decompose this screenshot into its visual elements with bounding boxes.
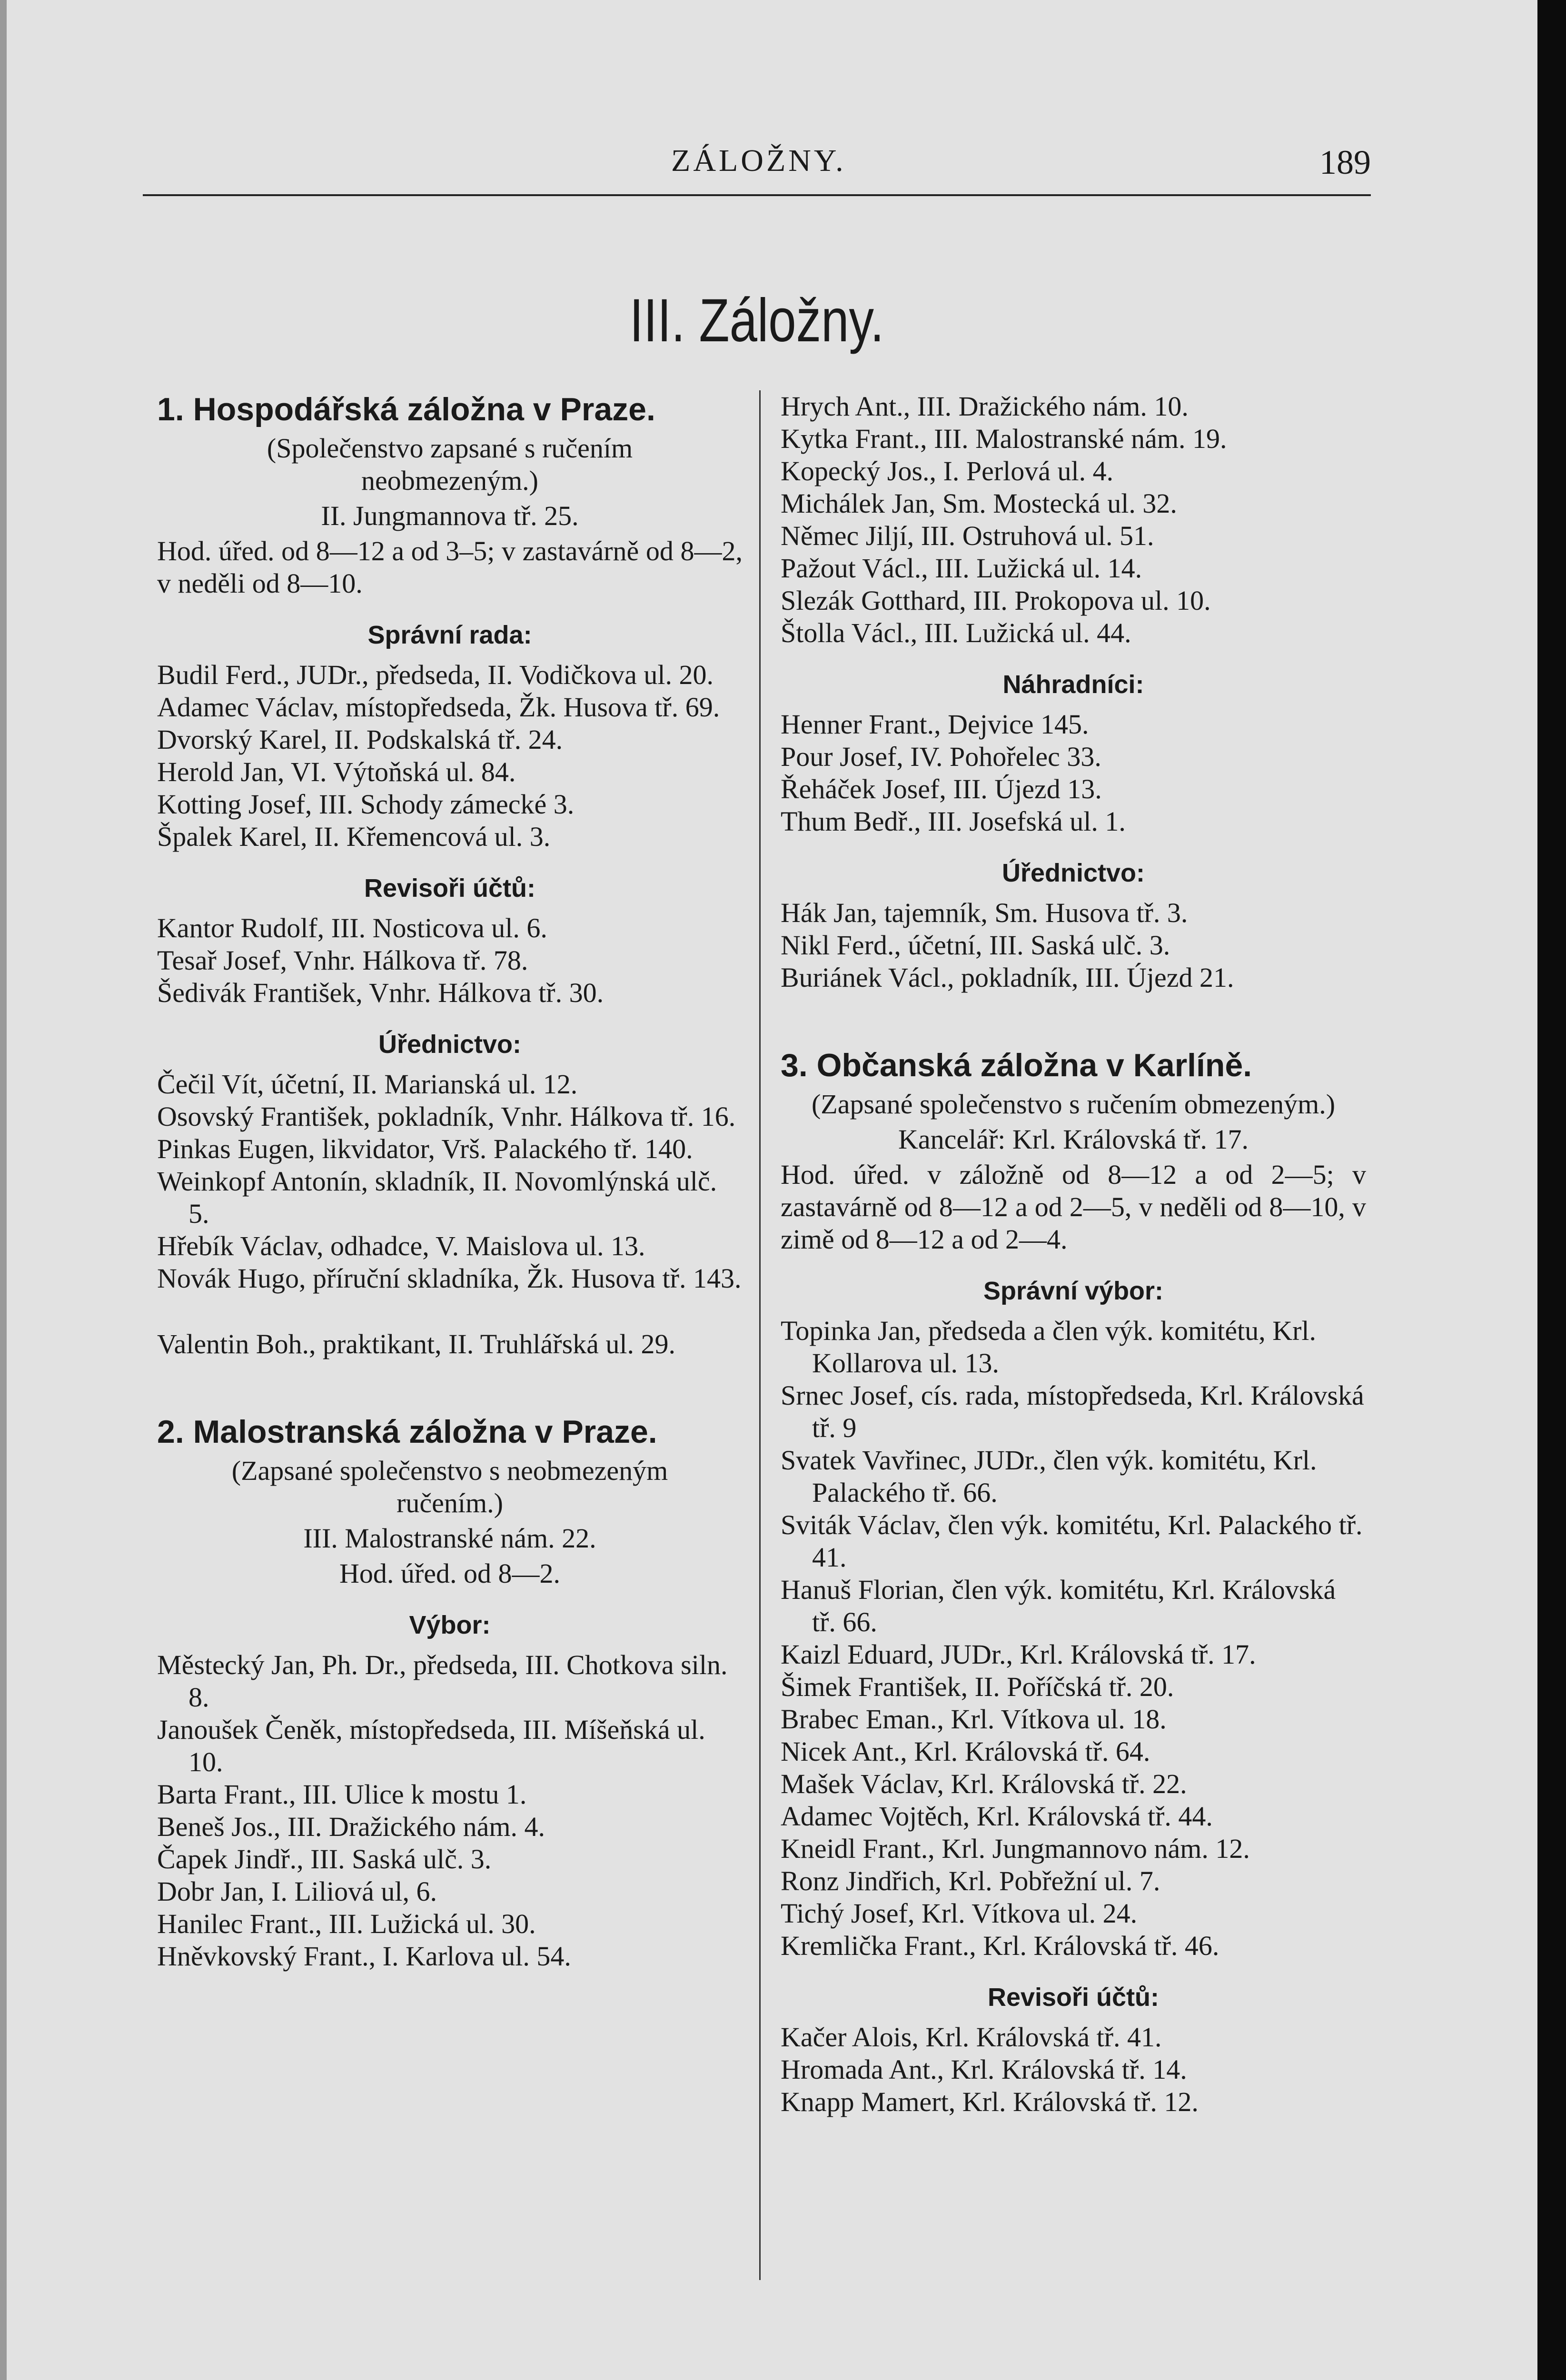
- list-item: Ronz Jindřich, Krl. Pobřežní ul. 7.: [781, 1865, 1160, 1896]
- list-item: Hanuš Florian, člen výk. komitétu, Krl. Královská tř. 66.: [781, 1574, 1336, 1637]
- right-column: [781, 390, 1366, 2118]
- right-scan-edge: [1537, 0, 1566, 2380]
- member-list: [781, 897, 1366, 994]
- list-item: Adamec Vojtěch, Krl. Královská tř. 44.: [781, 1801, 1213, 1832]
- list-item: Čapek Jindř., III. Saská ulč. 3.: [157, 1844, 492, 1874]
- list-item: Kneidl Frant., Krl. Jungmannovo nám. 12.: [781, 1833, 1250, 1864]
- group-heading: Úřednictvo:: [378, 1030, 522, 1059]
- member-list: [157, 659, 743, 853]
- institution-note: (Společenstvo zapsané s ručením neobmezeným.): [267, 433, 633, 496]
- institution-address: II. Jungmannova tř. 25.: [321, 500, 579, 531]
- list-item: Srnec Josef, cís. rada, místopředseda, Krl. Královská tř. 9: [781, 1380, 1364, 1443]
- list-item: Kremlička Frant., Krl. Královská tř. 46.: [781, 1930, 1219, 1961]
- group-heading: Správní výbor:: [983, 1277, 1164, 1305]
- list-item: Kačer Alois, Krl. Královská tř. 41.: [781, 2022, 1162, 2053]
- book-page: [143, 0, 1371, 2380]
- list-item: Kotting Josef, III. Schody zámecké 3.: [157, 789, 575, 820]
- list-item: Weinkopf Antonín, skladník, II. Novomlýnská ulč. 5.: [157, 1166, 717, 1229]
- member-list: [157, 1649, 743, 1973]
- left-scan-edge: [0, 0, 7, 2380]
- list-item: Dvorský Karel, II. Podskalská tř. 24.: [157, 724, 563, 755]
- list-item: Osovský František, pokladník, Vnhr. Hálkova tř. 16.: [157, 1101, 736, 1132]
- list-item: Novák Hugo, příruční skladníka, Žk. Husova tř. 143.: [157, 1263, 742, 1294]
- list-item: Slezák Gotthard, III. Prokopova ul. 10.: [781, 585, 1211, 616]
- list-item: Topinka Jan, předseda a člen výk. komitétu, Krl. Kollarova ul. 13.: [781, 1315, 1317, 1378]
- list-item: Čečil Vít, účetní, II. Marianská ul. 12.: [157, 1069, 578, 1100]
- institution-address: III. Malostranské nám. 22.: [303, 1523, 596, 1554]
- group-heading: Revisoři účtů:: [987, 1983, 1160, 2012]
- list-item: Nikl Ferd., účetní, III. Saská ulč. 3.: [781, 930, 1170, 961]
- institution-note: (Zapsané společenstvo s ručením obmezeným.): [811, 1089, 1336, 1120]
- list-item: Pažout Václ., III. Lužická ul. 14.: [781, 553, 1142, 584]
- institution-note: (Zapsané společenstvo s neobmezeným ručením.): [231, 1455, 668, 1518]
- list-item: Hák Jan, tajemník, Sm. Husova tř. 3.: [781, 897, 1188, 928]
- list-item: Barta Frant., III. Ulice k mostu 1.: [157, 1779, 527, 1810]
- list-item: Šedivák František, Vnhr. Hálkova tř. 30.: [157, 977, 604, 1008]
- member-list: [157, 1068, 743, 1295]
- list-item: Tesař Josef, Vnhr. Hálkova tř. 78.: [157, 945, 528, 976]
- list-item: Šimek František, II. Poříčská tř. 20.: [781, 1671, 1174, 1702]
- group-heading: Výbor:: [409, 1611, 491, 1639]
- list-item: Beneš Jos., III. Dražického nám. 4.: [157, 1811, 545, 1842]
- list-item: Knapp Mamert, Krl. Královská tř. 12.: [781, 2086, 1199, 2117]
- group-heading: Revisoři účtů:: [364, 874, 536, 902]
- member-list: [781, 708, 1366, 838]
- institution-title: 3. Občanská záložna v Karlíně.: [781, 1047, 1252, 1083]
- member-list: [157, 912, 743, 1009]
- list-item: Špalek Karel, II. Křemencová ul. 3.: [157, 821, 551, 852]
- section-title: III. Záložny.: [629, 287, 884, 355]
- left-column: [157, 390, 743, 1973]
- list-item: Pour Josef, IV. Pohořelec 33.: [781, 741, 1101, 772]
- list-item: Pinkas Eugen, likvidator, Vrš. Palackého tř. 140.: [157, 1133, 693, 1164]
- office-hours: Hod. úřed. od 8—12 a od 3–5; v zastavárně od 8—2, v neděli od 8—10.: [157, 536, 743, 599]
- list-item: Kaizl Eduard, JUDr., Krl. Královská tř. 17.: [781, 1639, 1256, 1670]
- list-item: Kytka Frant., III. Malostranské nám. 19.: [781, 423, 1227, 454]
- page-number: 189: [1319, 143, 1371, 181]
- institution-title: 2. Malostranská záložna v Praze.: [157, 1414, 657, 1450]
- member-list: [157, 1328, 743, 1360]
- list-item: Janoušek Čeněk, místopředseda, III. Míšeňská ul. 10.: [157, 1714, 705, 1777]
- running-head: [143, 143, 1371, 195]
- group-heading: Náhradníci:: [1002, 670, 1144, 699]
- list-item: Michálek Jan, Sm. Mostecká ul. 32.: [781, 488, 1177, 519]
- office-hours: Hod. úřed. od 8—2.: [339, 1558, 560, 1589]
- list-item: Buriánek Václ., pokladník, III. Újezd 21.: [781, 962, 1234, 993]
- list-item: Kopecký Jos., I. Perlová ul. 4.: [781, 456, 1114, 486]
- list-item: Hněvkovský Frant., I. Karlova ul. 54.: [157, 1941, 571, 1972]
- list-item: Thum Bedř., III. Josefská ul. 1.: [781, 806, 1126, 837]
- list-item: Budil Ferd., JUDr., předseda, II. Vodičkova ul. 20.: [157, 659, 714, 690]
- list-item: Mašek Václav, Krl. Královská tř. 22.: [781, 1768, 1187, 1799]
- member-list: [781, 390, 1366, 649]
- list-item: Brabec Eman., Krl. Vítkova ul. 18.: [781, 1704, 1167, 1735]
- list-item: Nicek Ant., Krl. Královská tř. 64.: [781, 1736, 1150, 1767]
- list-item: Kantor Rudolf, III. Nosticova ul. 6.: [157, 912, 547, 943]
- list-item: Němec Jiljí, III. Ostruhová ul. 51.: [781, 520, 1154, 551]
- list-item: Henner Frant., Dejvice 145.: [781, 709, 1089, 740]
- institution-title: 1. Hospodářská záložna v Praze.: [157, 391, 655, 427]
- list-item: Sviták Václav, člen výk. komitétu, Krl. Palackého tř. 41.: [781, 1509, 1363, 1573]
- group-heading: Úřednictvo:: [1001, 859, 1145, 887]
- list-item: Řeháček Josef, III. Újezd 13.: [781, 774, 1102, 804]
- list-item: Svatek Vavřinec, JUDr., člen výk. komitétu, Krl. Palackého tř. 66.: [781, 1445, 1317, 1508]
- list-item: Hanilec Frant., III. Lužická ul. 30.: [157, 1908, 536, 1939]
- list-item: Hřebík Václav, odhadce, V. Maislova ul. 13.: [157, 1230, 645, 1261]
- column-divider: [759, 390, 761, 2280]
- group-heading: Správní rada:: [367, 621, 532, 649]
- list-item: Hromada Ant., Krl. Královská tř. 14.: [781, 2054, 1187, 2085]
- list-item: Herold Jan, VI. Výtoňská ul. 84.: [157, 756, 516, 787]
- header-rule: [143, 194, 1371, 196]
- list-item: Hrych Ant., III. Dražického nám. 10.: [781, 391, 1189, 422]
- institution-address: Kancelář: Krl. Královská tř. 17.: [898, 1124, 1249, 1155]
- list-item: Adamec Václav, místopředseda, Žk. Husova tř. 69.: [157, 692, 720, 723]
- office-hours: Hod. úřed. v záložně od 8—12 a od 2—5; v zastavárně od 8—12 a od 2—5, v neděli od 8—10, v zimě od 8—12 a od 2—4.: [781, 1159, 1366, 1255]
- running-head-title: ZÁLOŽNY.: [671, 143, 846, 178]
- list-item: Valentin Boh., praktikant, II. Truhlářská ul. 29.: [157, 1329, 676, 1359]
- member-list: [781, 1315, 1366, 1962]
- list-item: Dobr Jan, I. Liliová ul, 6.: [157, 1876, 437, 1907]
- member-list: [781, 2021, 1366, 2118]
- list-item: Městecký Jan, Ph. Dr., předseda, III. Chotkova siln. 8.: [157, 1649, 728, 1713]
- list-item: Štolla Václ., III. Lužická ul. 44.: [781, 617, 1131, 648]
- list-item: Tichý Josef, Krl. Vítkova ul. 24.: [781, 1898, 1138, 1929]
